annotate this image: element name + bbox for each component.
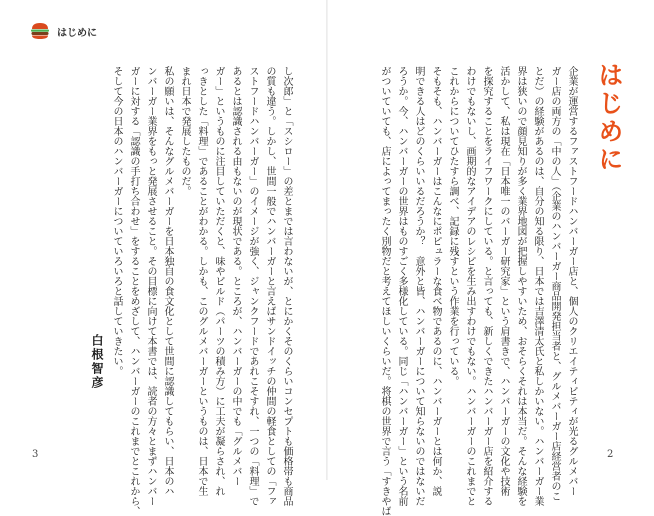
- running-header-title: はじめに: [57, 27, 97, 39]
- body-line: 私の願いは、そんなグルメバーガーを日本独自の食文化として世間に認識してもらい、日本のハ: [162, 66, 173, 496]
- author-name: 白根智彦: [90, 334, 104, 390]
- body-line: そして今の日本のハンバーガーについていろいろと話していきたい。: [111, 66, 122, 376]
- hamburger-icon: [30, 22, 50, 40]
- page-gutter: [326, 0, 328, 480]
- body-line: っきとした「料理」であることがわかる。しかも、このグルメバーガーというものは、日本で生: [196, 66, 207, 496]
- body-line: 界は狭いので顔見知りが多く業界地図が把握しやすいため、おそらくそれは本当だ。そんな経験を: [515, 66, 526, 506]
- right-page-body: [340, 66, 580, 516]
- body-line: わけでもないし、画期的なアイデアのレシピを生み出すわけでもない。ハンバーガーのこれまでと: [464, 66, 475, 506]
- body-line: ガー」というものに注目していただくと、味やビルド（パーツの積み方）に工夫が凝らされ、れ: [213, 66, 224, 496]
- body-line: これからについてひたすら調べ、記録に残すという作業を行っている。: [447, 66, 458, 386]
- body-line: 明できる人はどのくらいいるだろうか？ 意外と皆、ハンバーガーについて知らないのではないだ: [413, 66, 424, 506]
- body-line: がついていても、店によってまったく別物だと考えてほしいくらいだ。将棋の世界で言う「すきやば: [379, 66, 390, 516]
- body-line: ろうか。今、ハンバーガーの世界はものすごく多様化している。同じ「ハンバーガー」という名前: [396, 66, 407, 506]
- body-line: 企業が運営するファストフードハンバーガー店と、個人のクリエイティビティが光るグルメバー: [566, 66, 577, 496]
- body-line: 活かして、私は現在「日本唯一のバーガー研究家」という肩書きで、ハンバーガーの文化や技術: [498, 66, 509, 496]
- body-line: とだ）の経験があるのは、自分の知る限り、日本では吉澤清太氏と私しかいない。ハンバーガー業: [532, 66, 543, 506]
- body-line: ストフードハンバーガー」のイメージが強く、ジャンクフードであれこそすれ、一つの「料理」で: [247, 66, 258, 506]
- body-line: ガー店の両方の「中の人」（企業のハンバーガー商品開発担当者と、グルメバーガー店経営者のこ: [549, 66, 560, 501]
- body-line: ンバーガー業界をもっと発展させること。その目標に向けて本書では、読者の方々とまずハンバー: [145, 66, 156, 506]
- left-page-body: [111, 66, 295, 516]
- body-line: し次郎」と「スシロー」の差とまでは言わないが、とにかくそのくらいコンセプトも価格帯も商品: [281, 66, 292, 506]
- body-line: の質も違う。しかし、世間一般でハンバーガーと言えばサンドイッチの仲間の軽食としての「ファ: [264, 66, 275, 506]
- page-number-right: 2: [607, 449, 614, 460]
- chapter-title: はじめに: [595, 62, 624, 174]
- body-line: を探究することをライフワークにしている。と言っても、新しくできたハンバーガー店を紹介する: [481, 66, 492, 506]
- body-line: そもそも、ハンバーガーはこんなにポピュラーな食べ物であるのに、ハンバーガーとは何か、説: [430, 66, 441, 496]
- running-header: [30, 22, 97, 40]
- body-line: ガーに対する「認識の手打ち合わせ」をすることをめざして、ハンバーガーのこれまでとこれから、: [128, 66, 139, 516]
- page-number-left: 3: [32, 449, 39, 460]
- body-line: あるとは認識される由もないのが現状である。ところが、ハンバーガーの中でも「グルメバー: [230, 66, 241, 486]
- body-line: まれ日本で発展したものだ。: [179, 66, 190, 196]
